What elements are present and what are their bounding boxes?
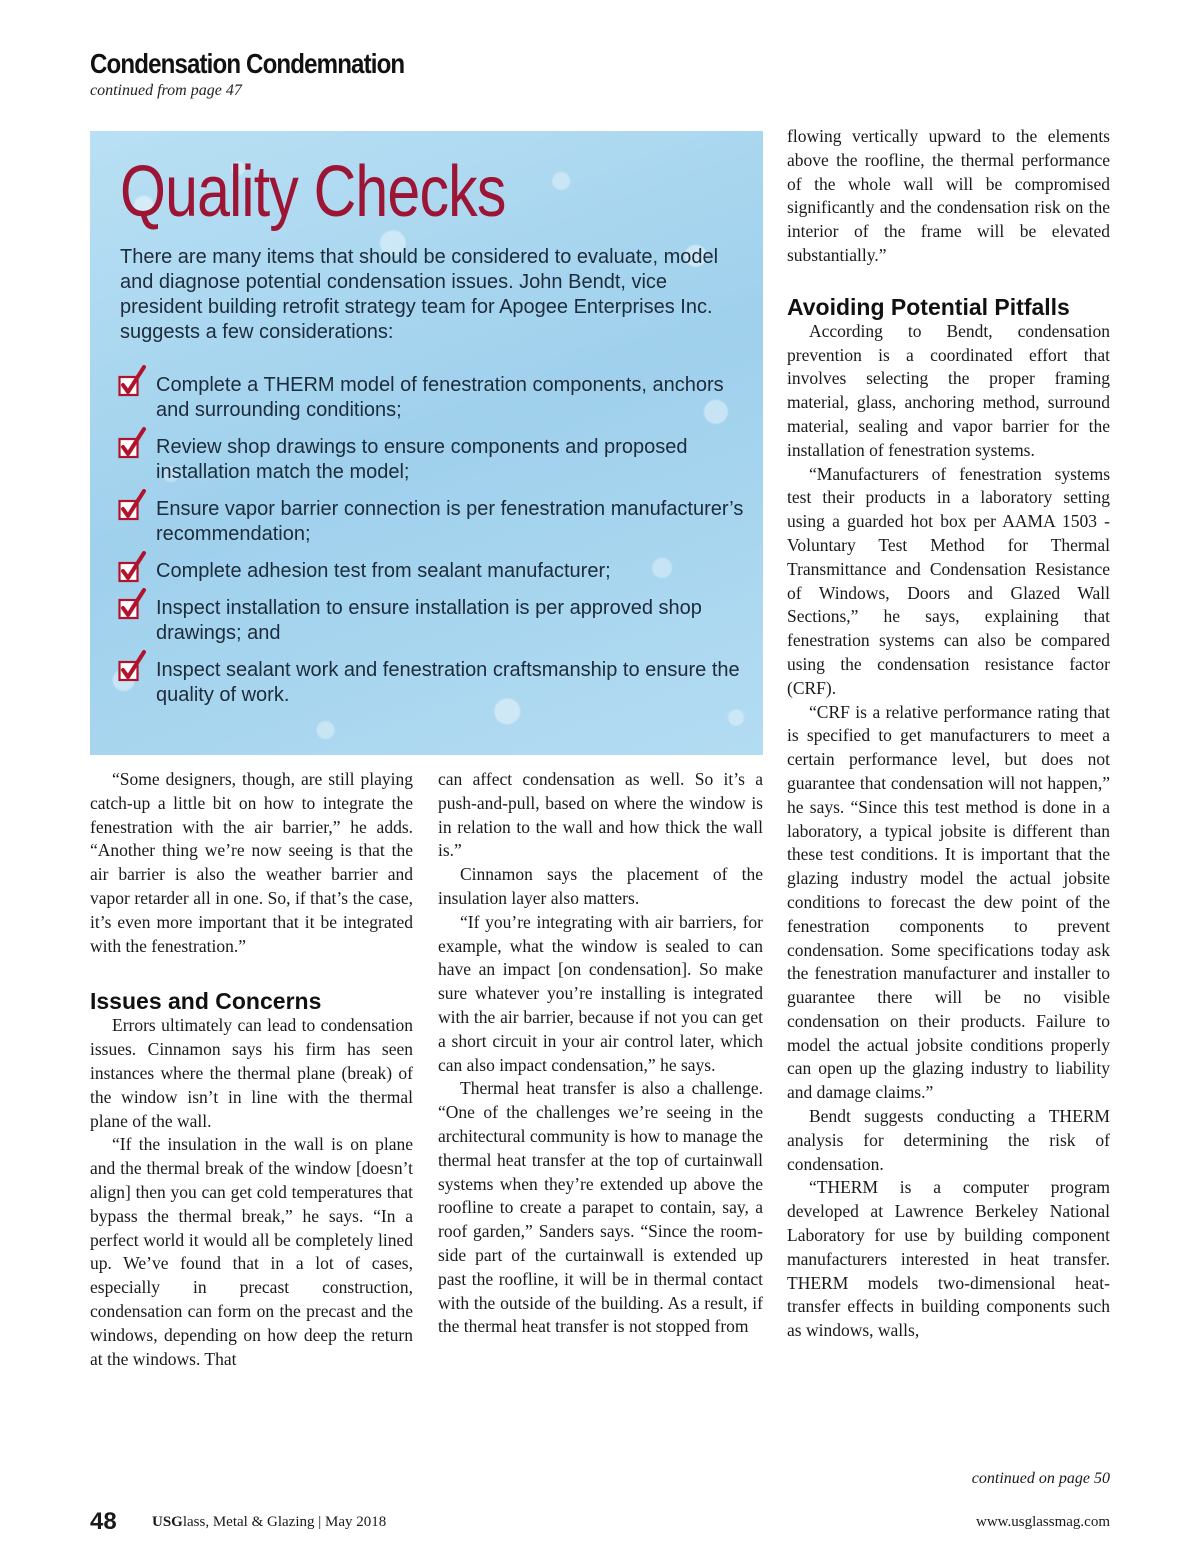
sidebar-intro: There are many items that should be considered to evaluate, model and diagnose potential condensation issues. John Bendt, vice president building retrofit strategy team for Apogee Enterprises Inc. suggests a few considerations: [120, 246, 719, 343]
checklist-item-text: Ensure vapor barrier connection is per fenestration manufacturer’s recommendation; [156, 498, 744, 545]
publication-name-bold: USG [152, 1514, 183, 1530]
checklist-item-text: Review shop drawings to ensure components and proposed installation match the model; [156, 436, 688, 483]
checkbox-checked-icon [118, 650, 148, 684]
checklist-item [118, 497, 748, 547]
paragraph: Bendt suggests conducting a THERM analysis for determining the risk of condensation. [787, 1106, 1110, 1174]
paragraph: “If you’re integrating with air barriers, for example, what the window is sealed to can have an impact [on condensation]. So make sure whatever you’re installing is integrated with the air barrier, because if not you can get a short circuit in your air control later, which can also impact condensation,” he says. [438, 911, 763, 1075]
checkbox-checked-icon [118, 551, 148, 585]
publication-issue: lass, Metal & Glazing | May 2018 [182, 1514, 387, 1530]
paragraph: “THERM is a computer program developed at Lawrence Berkeley National Laboratory for use by building component manufacturers interested in heat transfer. THERM models two-dimensional heat-transfer effects in building components such as windows, walls, [787, 1177, 1110, 1341]
paragraph: Cinnamon says the placement of the insulation layer also matters. [438, 864, 763, 908]
checklist-item-text: Inspect installation to ensure installation is per approved shop drawings; and [156, 597, 702, 644]
checklist-item-text: Inspect sealant work and fenestration craftsmanship to ensure the quality of work. [156, 659, 740, 706]
checklist-item [118, 559, 748, 584]
checklist-item [118, 658, 748, 708]
paragraph: “If the insulation in the wall is on plane and the thermal break of the window [doesn’t align] then you can get cold temperatures that bypass the thermal break,” he says. “In a perfect world it would all be completely lined up. We’ve found that in a lot of cases, especially in precast construction, condensation can form on the precast and the windows, depending on how deep the return at the windows. That [90, 1134, 413, 1369]
checkbox-checked-icon [118, 489, 148, 523]
quality-checks-sidebar [90, 131, 763, 755]
paragraph: flowing vertically upward to the elements above the roofline, the thermal performance of the whole wall will be compromised significantly and the condensation risk on the interior of the frame will be elevated substantially.” [787, 126, 1110, 265]
checklist-item [118, 596, 748, 646]
sidebar-title: Quality Checks [120, 152, 506, 232]
paragraph: can affect condensation as well. So it’s a push-and-pull, based on where the window is in relation to the wall and how thick the wall is.” [438, 769, 763, 861]
running-head-title: Condensation Condemnation [90, 48, 405, 79]
paragraph: According to Bendt, condensation prevention is a coordinated effort that involves selecting the proper framing material, glass, anchoring method, surround material, sealing and vapor barrier for the installation of fenestration systems. [787, 320, 1110, 460]
paragraph: “Some designers, though, are still playing catch-up a little bit on how to integrate the fenestration with the air barrier,” he adds. “Another thing we’re now seeing is that the air barrier is also the weather barrier and vapor retarder all in one. So, if that’s the case, it’s even more important that it be integrated with the fenestration.” [90, 769, 413, 956]
paragraph: “Manufacturers of fenestration systems test their products in a laboratory setting using a guarded hot box per AAMA 1503 - Voluntary Test Method for Thermal Transmittance and Condensation Resistance of Windows, Doors and Glazed Wall Sections,” he says, explaining that fenestration systems can also be compared using the condensation resistance factor (CRF). [787, 463, 1110, 698]
checklist-item-text: Complete a THERM model of fenestration components, anchors and surrounding conditions; [156, 374, 724, 421]
article-column-3 [787, 125, 1110, 1343]
section-heading-pitfalls: Avoiding Potential Pitfalls [787, 293, 1070, 320]
checklist-item-text: Complete adhesion test from sealant manufacturer; [156, 560, 611, 582]
paragraph: Thermal heat transfer is also a challenge. “One of the challenges we’re seeing in the architectural community is how to manage the thermal heat transfer at the top of curtainwall systems when they’re extended up above the roofline to create a parapet to contain, say, a roof garden,” Sanders says. “Since the room-side part of the curtainwall is extended up past the roofline, it will be in thermal contact with the outside of the building. As a result, if the thermal heat transfer is not stopped from [438, 1078, 763, 1337]
checkbox-checked-icon [118, 427, 148, 461]
publication-line [152, 1514, 386, 1531]
page-number: 48 [90, 1508, 117, 1535]
checklist-item [118, 373, 748, 423]
checkbox-checked-icon [118, 365, 148, 399]
website-url: www.usglassmag.com [975, 1514, 1110, 1530]
article-column-1 [90, 768, 413, 1371]
paragraph: Errors ultimately can lead to condensation issues. Cinnamon says his firm has seen instances where the thermal plane (break) of the window isn’t in line with the thermal plane of the wall. [90, 1015, 413, 1131]
checklist [118, 373, 748, 720]
checklist-item [118, 435, 748, 485]
section-heading-issues: Issues and Concerns [90, 988, 322, 1015]
paragraph: “CRF is a relative performance rating that is specified to get manufacturers to meet a certain performance level, but does not guarantee that condensation will not happen,” he says. “Since this test method is done in a laboratory, a typical jobsite is different than these test conditions. It is important that the glazing industry model the actual jobsite conditions to forecast the dew point of the fenestration components to prevent condensation. Some specifications today ask the fenestration manufacturer and installer to guarantee there will be no visible condensation on their products. Failure to model the actual jobsite conditions properly can open up the glazing industry to liability and damage claims.” [787, 701, 1110, 1103]
continued-from-note: continued from page 47 [90, 82, 242, 99]
article-column-2 [438, 768, 763, 1339]
continued-on-note: continued on page 50 [971, 1470, 1110, 1487]
checkbox-checked-icon [118, 588, 148, 622]
